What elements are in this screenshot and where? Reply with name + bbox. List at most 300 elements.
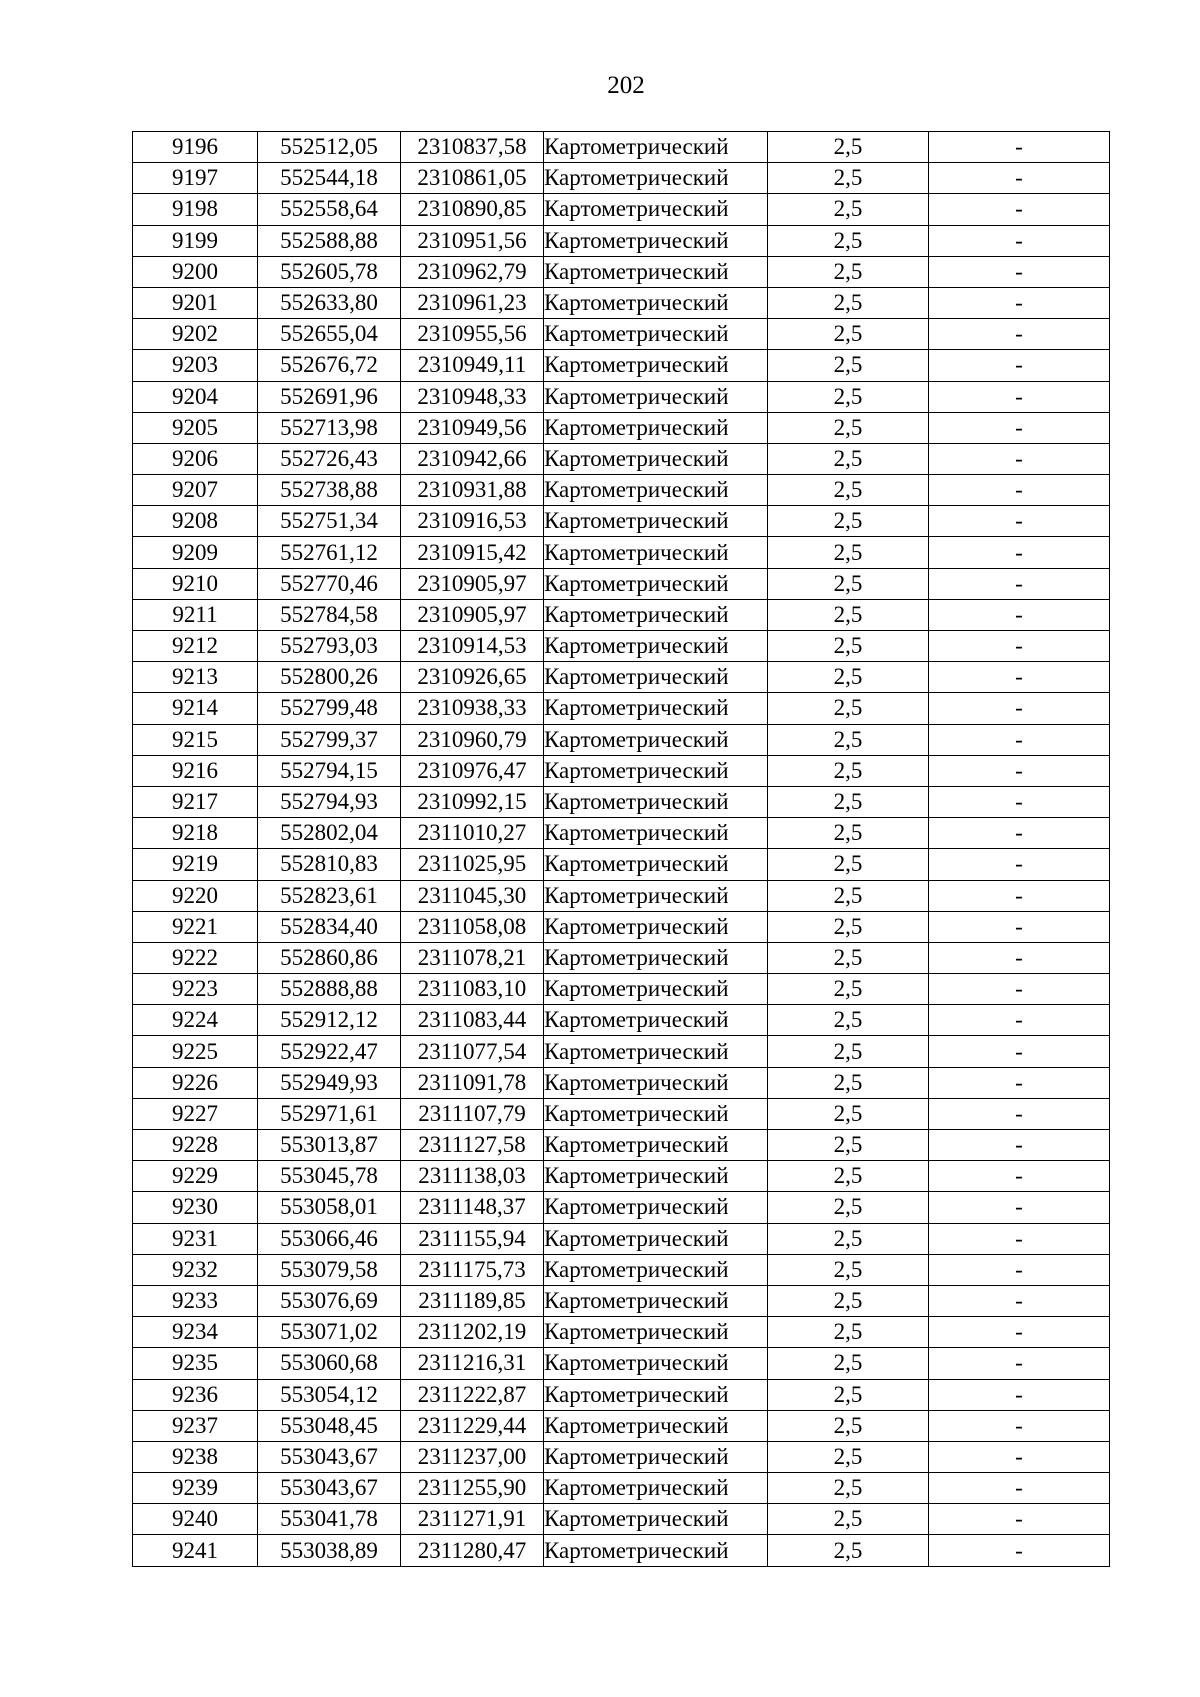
x-coordinate-cell: 552544,18 [258,163,401,194]
y-coordinate-cell: 2311237,00 [401,1441,544,1472]
accuracy-cell: 2,5 [768,1535,929,1566]
table-row [133,1192,1110,1223]
x-coordinate-cell: 553058,01 [258,1192,401,1223]
point-number-cell: 9230 [133,1192,258,1223]
y-coordinate-cell: 2310938,33 [401,693,544,724]
x-coordinate-cell: 552794,93 [258,786,401,817]
note-cell: - [929,132,1110,163]
method-cell: Картометрический [544,506,768,537]
method-cell: Картометрический [544,942,768,973]
accuracy-cell: 2,5 [768,942,929,973]
point-number-cell: 9209 [133,537,258,568]
y-coordinate-cell: 2311280,47 [401,1535,544,1566]
accuracy-cell: 2,5 [768,849,929,880]
accuracy-cell: 2,5 [768,163,929,194]
point-number-cell: 9241 [133,1535,258,1566]
method-cell: Картометрический [544,1285,768,1316]
method-cell: Картометрический [544,256,768,287]
x-coordinate-cell: 552738,88 [258,475,401,506]
note-cell: - [929,974,1110,1005]
accuracy-cell: 2,5 [768,319,929,350]
y-coordinate-cell: 2310960,79 [401,724,544,755]
point-number-cell: 9228 [133,1130,258,1161]
point-number-cell: 9213 [133,662,258,693]
x-coordinate-cell: 553066,46 [258,1223,401,1254]
table-row [133,163,1110,194]
y-coordinate-cell: 2310931,88 [401,475,544,506]
method-cell: Картометрический [544,1441,768,1472]
y-coordinate-cell: 2311202,19 [401,1317,544,1348]
table-row [133,662,1110,693]
point-number-cell: 9207 [133,475,258,506]
note-cell: - [929,1348,1110,1379]
table-row [133,1317,1110,1348]
page-number: 202 [607,72,645,99]
table-body [133,132,1110,1567]
note-cell: - [929,942,1110,973]
y-coordinate-cell: 2311148,37 [401,1192,544,1223]
point-number-cell: 9239 [133,1473,258,1504]
method-cell: Картометрический [544,163,768,194]
table-row [133,1535,1110,1566]
x-coordinate-cell: 552810,83 [258,849,401,880]
point-number-cell: 9222 [133,942,258,973]
accuracy-cell: 2,5 [768,256,929,287]
accuracy-cell: 2,5 [768,1067,929,1098]
accuracy-cell: 2,5 [768,443,929,474]
x-coordinate-cell: 552655,04 [258,319,401,350]
note-cell: - [929,849,1110,880]
point-number-cell: 9232 [133,1254,258,1285]
note-cell: - [929,1192,1110,1223]
point-number-cell: 9212 [133,631,258,662]
table-row [133,1067,1110,1098]
y-coordinate-cell: 2310837,58 [401,132,544,163]
table-row [133,1473,1110,1504]
point-number-cell: 9229 [133,1161,258,1192]
accuracy-cell: 2,5 [768,287,929,318]
y-coordinate-cell: 2310976,47 [401,755,544,786]
accuracy-cell: 2,5 [768,506,929,537]
x-coordinate-cell: 552912,12 [258,1005,401,1036]
note-cell: - [929,475,1110,506]
x-coordinate-cell: 553054,12 [258,1379,401,1410]
accuracy-cell: 2,5 [768,1473,929,1504]
point-number-cell: 9198 [133,194,258,225]
accuracy-cell: 2,5 [768,537,929,568]
method-cell: Картометрический [544,1223,768,1254]
method-cell: Картометрический [544,537,768,568]
x-coordinate-cell: 553045,78 [258,1161,401,1192]
x-coordinate-cell: 552834,40 [258,911,401,942]
y-coordinate-cell: 2311222,87 [401,1379,544,1410]
x-coordinate-cell: 552793,03 [258,631,401,662]
accuracy-cell: 2,5 [768,225,929,256]
accuracy-cell: 2,5 [768,631,929,662]
method-cell: Картометрический [544,1192,768,1223]
accuracy-cell: 2,5 [768,1317,929,1348]
y-coordinate-cell: 2310949,56 [401,412,544,443]
method-cell: Картометрический [544,1161,768,1192]
y-coordinate-cell: 2310992,15 [401,786,544,817]
table-row [133,786,1110,817]
table-row [133,475,1110,506]
x-coordinate-cell: 552799,48 [258,693,401,724]
method-cell: Картометрический [544,287,768,318]
table-row [133,1441,1110,1472]
accuracy-cell: 2,5 [768,475,929,506]
y-coordinate-cell: 2311077,54 [401,1036,544,1067]
point-number-cell: 9202 [133,319,258,350]
method-cell: Картометрический [544,724,768,755]
table-row [133,599,1110,630]
x-coordinate-cell: 552971,61 [258,1098,401,1129]
point-number-cell: 9227 [133,1098,258,1129]
method-cell: Картометрический [544,1036,768,1067]
x-coordinate-cell: 552751,34 [258,506,401,537]
method-cell: Картометрический [544,1535,768,1566]
note-cell: - [929,911,1110,942]
point-number-cell: 9196 [133,132,258,163]
point-number-cell: 9237 [133,1410,258,1441]
y-coordinate-cell: 2311078,21 [401,942,544,973]
point-number-cell: 9201 [133,287,258,318]
y-coordinate-cell: 2311083,44 [401,1005,544,1036]
method-cell: Картометрический [544,1130,768,1161]
method-cell: Картометрический [544,974,768,1005]
method-cell: Картометрический [544,443,768,474]
method-cell: Картометрический [544,1254,768,1285]
note-cell: - [929,1504,1110,1535]
y-coordinate-cell: 2311255,90 [401,1473,544,1504]
point-number-cell: 9205 [133,412,258,443]
table-row [133,1130,1110,1161]
note-cell: - [929,1005,1110,1036]
method-cell: Картометрический [544,880,768,911]
note-cell: - [929,350,1110,381]
y-coordinate-cell: 2311091,78 [401,1067,544,1098]
accuracy-cell: 2,5 [768,1130,929,1161]
accuracy-cell: 2,5 [768,599,929,630]
method-cell: Картометрический [544,786,768,817]
y-coordinate-cell: 2310861,05 [401,163,544,194]
x-coordinate-cell: 552799,37 [258,724,401,755]
point-number-cell: 9210 [133,568,258,599]
table-row [133,1223,1110,1254]
table-row [133,974,1110,1005]
method-cell: Картометрический [544,1379,768,1410]
x-coordinate-cell: 552726,43 [258,443,401,474]
method-cell: Картометрический [544,194,768,225]
x-coordinate-cell: 553076,69 [258,1285,401,1316]
table-row [133,443,1110,474]
method-cell: Картометрический [544,475,768,506]
note-cell: - [929,1285,1110,1316]
table-row [133,911,1110,942]
note-cell: - [929,1473,1110,1504]
note-cell: - [929,506,1110,537]
x-coordinate-cell: 552770,46 [258,568,401,599]
point-number-cell: 9231 [133,1223,258,1254]
y-coordinate-cell: 2310951,56 [401,225,544,256]
method-cell: Картометрический [544,1005,768,1036]
method-cell: Картометрический [544,1067,768,1098]
table-row [133,319,1110,350]
table-row [133,568,1110,599]
note-cell: - [929,1254,1110,1285]
table-row [133,1504,1110,1535]
accuracy-cell: 2,5 [768,1285,929,1316]
method-cell: Картометрический [544,132,768,163]
table-row [133,880,1110,911]
note-cell: - [929,1098,1110,1129]
table-row [133,693,1110,724]
y-coordinate-cell: 2310914,53 [401,631,544,662]
x-coordinate-cell: 553013,87 [258,1130,401,1161]
note-cell: - [929,1130,1110,1161]
point-number-cell: 9215 [133,724,258,755]
accuracy-cell: 2,5 [768,880,929,911]
y-coordinate-cell: 2311229,44 [401,1410,544,1441]
table-row [133,132,1110,163]
x-coordinate-cell: 552633,80 [258,287,401,318]
note-cell: - [929,1067,1110,1098]
method-cell: Картометрический [544,1473,768,1504]
x-coordinate-cell: 552794,15 [258,755,401,786]
x-coordinate-cell: 553043,67 [258,1473,401,1504]
method-cell: Картометрический [544,412,768,443]
accuracy-cell: 2,5 [768,911,929,942]
table-row [133,225,1110,256]
accuracy-cell: 2,5 [768,755,929,786]
point-number-cell: 9216 [133,755,258,786]
note-cell: - [929,225,1110,256]
note-cell: - [929,1036,1110,1067]
accuracy-cell: 2,5 [768,1223,929,1254]
note-cell: - [929,381,1110,412]
y-coordinate-cell: 2310905,97 [401,599,544,630]
y-coordinate-cell: 2310926,65 [401,662,544,693]
x-coordinate-cell: 553079,58 [258,1254,401,1285]
point-number-cell: 9214 [133,693,258,724]
x-coordinate-cell: 553043,67 [258,1441,401,1472]
y-coordinate-cell: 2311058,08 [401,911,544,942]
method-cell: Картометрический [544,1317,768,1348]
table-row [133,849,1110,880]
note-cell: - [929,818,1110,849]
point-number-cell: 9238 [133,1441,258,1472]
table-row [133,256,1110,287]
point-number-cell: 9225 [133,1036,258,1067]
method-cell: Картометрический [544,1504,768,1535]
method-cell: Картометрический [544,1098,768,1129]
table-row [133,1098,1110,1129]
y-coordinate-cell: 2310915,42 [401,537,544,568]
method-cell: Картометрический [544,381,768,412]
note-cell: - [929,412,1110,443]
accuracy-cell: 2,5 [768,381,929,412]
x-coordinate-cell: 552761,12 [258,537,401,568]
point-number-cell: 9219 [133,849,258,880]
accuracy-cell: 2,5 [768,1504,929,1535]
x-coordinate-cell: 552823,61 [258,880,401,911]
method-cell: Картометрический [544,911,768,942]
accuracy-cell: 2,5 [768,1161,929,1192]
x-coordinate-cell: 552676,72 [258,350,401,381]
table-row [133,1161,1110,1192]
x-coordinate-cell: 552588,88 [258,225,401,256]
note-cell: - [929,443,1110,474]
y-coordinate-cell: 2310955,56 [401,319,544,350]
note-cell: - [929,786,1110,817]
y-coordinate-cell: 2310942,66 [401,443,544,474]
x-coordinate-cell: 553048,45 [258,1410,401,1441]
point-number-cell: 9211 [133,599,258,630]
accuracy-cell: 2,5 [768,1379,929,1410]
accuracy-cell: 2,5 [768,1254,929,1285]
point-number-cell: 9218 [133,818,258,849]
y-coordinate-cell: 2311010,27 [401,818,544,849]
table-row [133,1285,1110,1316]
point-number-cell: 9233 [133,1285,258,1316]
y-coordinate-cell: 2311175,73 [401,1254,544,1285]
note-cell: - [929,662,1110,693]
x-coordinate-cell: 553038,89 [258,1535,401,1566]
point-number-cell: 9199 [133,225,258,256]
y-coordinate-cell: 2311083,10 [401,974,544,1005]
point-number-cell: 9236 [133,1379,258,1410]
accuracy-cell: 2,5 [768,194,929,225]
method-cell: Картометрический [544,818,768,849]
y-coordinate-cell: 2311138,03 [401,1161,544,1192]
method-cell: Картометрический [544,1410,768,1441]
table-row [133,631,1110,662]
note-cell: - [929,631,1110,662]
x-coordinate-cell: 552802,04 [258,818,401,849]
table-row [133,818,1110,849]
y-coordinate-cell: 2311155,94 [401,1223,544,1254]
note-cell: - [929,1410,1110,1441]
point-number-cell: 9220 [133,880,258,911]
y-coordinate-cell: 2311025,95 [401,849,544,880]
accuracy-cell: 2,5 [768,974,929,1005]
method-cell: Картометрический [544,350,768,381]
note-cell: - [929,693,1110,724]
table-row [133,506,1110,537]
x-coordinate-cell: 552605,78 [258,256,401,287]
table-row [133,1379,1110,1410]
x-coordinate-cell: 553041,78 [258,1504,401,1535]
y-coordinate-cell: 2310905,97 [401,568,544,599]
y-coordinate-cell: 2310961,23 [401,287,544,318]
accuracy-cell: 2,5 [768,412,929,443]
table-row [133,287,1110,318]
point-number-cell: 9206 [133,443,258,474]
y-coordinate-cell: 2311271,91 [401,1504,544,1535]
point-number-cell: 9197 [133,163,258,194]
point-number-cell: 9223 [133,974,258,1005]
method-cell: Картометрический [544,662,768,693]
y-coordinate-cell: 2311127,58 [401,1130,544,1161]
method-cell: Картометрический [544,568,768,599]
point-number-cell: 9235 [133,1348,258,1379]
table-row [133,194,1110,225]
x-coordinate-cell: 552558,64 [258,194,401,225]
accuracy-cell: 2,5 [768,1036,929,1067]
note-cell: - [929,537,1110,568]
point-number-cell: 9224 [133,1005,258,1036]
method-cell: Картометрический [544,631,768,662]
accuracy-cell: 2,5 [768,662,929,693]
note-cell: - [929,194,1110,225]
accuracy-cell: 2,5 [768,568,929,599]
y-coordinate-cell: 2310948,33 [401,381,544,412]
note-cell: - [929,755,1110,786]
note-cell: - [929,1317,1110,1348]
accuracy-cell: 2,5 [768,1098,929,1129]
point-number-cell: 9240 [133,1504,258,1535]
method-cell: Картометрический [544,319,768,350]
table-row [133,1254,1110,1285]
table-row [133,1005,1110,1036]
method-cell: Картометрический [544,599,768,630]
accuracy-cell: 2,5 [768,132,929,163]
x-coordinate-cell: 552713,98 [258,412,401,443]
y-coordinate-cell: 2310962,79 [401,256,544,287]
x-coordinate-cell: 553071,02 [258,1317,401,1348]
table-row [133,942,1110,973]
point-number-cell: 9217 [133,786,258,817]
point-number-cell: 9204 [133,381,258,412]
y-coordinate-cell: 2311107,79 [401,1098,544,1129]
y-coordinate-cell: 2311216,31 [401,1348,544,1379]
note-cell: - [929,163,1110,194]
point-number-cell: 9203 [133,350,258,381]
x-coordinate-cell: 552922,47 [258,1036,401,1067]
point-number-cell: 9221 [133,911,258,942]
note-cell: - [929,1379,1110,1410]
x-coordinate-cell: 552512,05 [258,132,401,163]
note-cell: - [929,1441,1110,1472]
table-row [133,350,1110,381]
accuracy-cell: 2,5 [768,786,929,817]
accuracy-cell: 2,5 [768,1192,929,1223]
accuracy-cell: 2,5 [768,1410,929,1441]
table-row [133,1036,1110,1067]
accuracy-cell: 2,5 [768,724,929,755]
x-coordinate-cell: 552691,96 [258,381,401,412]
note-cell: - [929,319,1110,350]
point-number-cell: 9226 [133,1067,258,1098]
y-coordinate-cell: 2311045,30 [401,880,544,911]
y-coordinate-cell: 2311189,85 [401,1285,544,1316]
accuracy-cell: 2,5 [768,818,929,849]
coordinates-table [132,131,1110,1567]
x-coordinate-cell: 552860,86 [258,942,401,973]
note-cell: - [929,880,1110,911]
note-cell: - [929,1535,1110,1566]
method-cell: Картометрический [544,693,768,724]
x-coordinate-cell: 553060,68 [258,1348,401,1379]
note-cell: - [929,724,1110,755]
table-row [133,724,1110,755]
y-coordinate-cell: 2310916,53 [401,506,544,537]
y-coordinate-cell: 2310890,85 [401,194,544,225]
y-coordinate-cell: 2310949,11 [401,350,544,381]
note-cell: - [929,287,1110,318]
accuracy-cell: 2,5 [768,1348,929,1379]
accuracy-cell: 2,5 [768,1441,929,1472]
